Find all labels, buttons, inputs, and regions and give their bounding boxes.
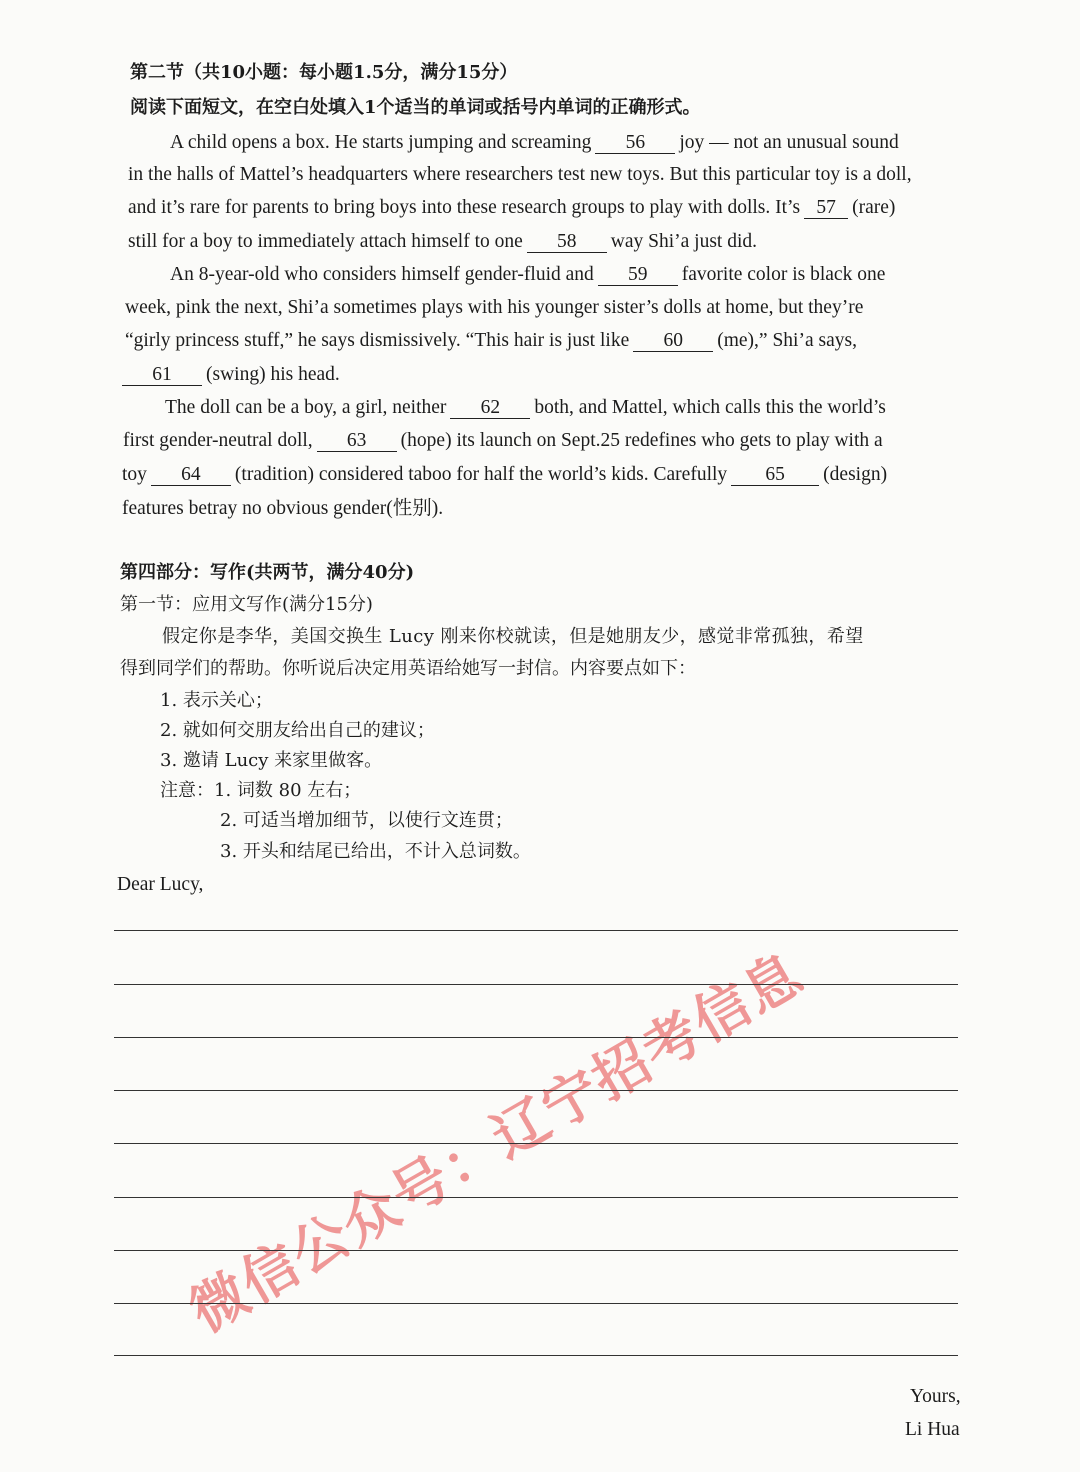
passage-text: (rare) — [852, 197, 896, 218]
task-point: 1. 表示关心； — [160, 690, 273, 711]
writing-line[interactable] — [114, 984, 958, 985]
writing-line[interactable] — [114, 1197, 958, 1198]
passage-text: (hope) its launch on Sept.25 redefines who gets to play with a — [400, 430, 883, 451]
passage-line: features betray no obvious gender(性别). — [122, 498, 444, 519]
task-paragraph: 假定你是李华，美国交换生 Lucy 刚来你校就读，但是她朋友少，感觉非常孤独，希望 — [162, 626, 864, 647]
passage-text: A child opens a box. He starts jumping and screaming — [170, 132, 592, 153]
passage-line — [170, 262, 885, 288]
passage-line — [128, 195, 895, 221]
note-item: 3. 开头和结尾已给出，不计入总词数。 — [220, 841, 531, 862]
writing-line[interactable] — [114, 1250, 958, 1251]
watermark: 微信公众号：辽宁招考信息 — [179, 941, 815, 1346]
passage-text: (me),” Shi’a says, — [717, 330, 857, 351]
note-item: 2. 可适当增加细节，以使行文连贯； — [220, 810, 513, 831]
blank-64[interactable]: 64 — [151, 465, 231, 486]
task-paragraph: 得到同学们的帮助。你听说后决定用英语给她写一封信。内容要点如下： — [120, 658, 696, 679]
blank-61[interactable]: 61 — [122, 365, 202, 386]
passage-text: still for a boy to immediately attach himself to one — [128, 231, 523, 252]
letter-signature: Li Hua — [905, 1419, 960, 1440]
blank-63[interactable]: 63 — [317, 431, 397, 452]
passage-text: first gender-neutral doll, — [123, 430, 313, 451]
blank-60[interactable]: 60 — [633, 331, 713, 352]
passage-line — [165, 395, 886, 421]
passage-line — [122, 462, 887, 488]
part4-header: 第四部分：写作(共两节，满分40分) — [120, 562, 415, 583]
passage-line: week, pink the next, Shi’a sometimes plays with his younger sister’s dolls at home, but they’re — [125, 297, 864, 318]
passage-text: An 8-year-old who considers himself gender-fluid and — [170, 264, 594, 285]
letter-greeting: Dear Lucy, — [117, 874, 204, 895]
writing-line[interactable] — [114, 1090, 958, 1091]
passage-line — [125, 328, 857, 354]
passage-line: in the halls of Mattel’s headquarters where researchers test new toys. But this particular toy is a doll, — [128, 164, 912, 185]
passage-text: joy — not an unusual sound — [679, 132, 899, 153]
passage-text: favorite color is black one — [681, 264, 886, 285]
passage-line — [122, 362, 340, 388]
passage-line — [170, 130, 899, 156]
blank-65[interactable]: 65 — [731, 465, 819, 486]
letter-closing: Yours, — [910, 1386, 961, 1407]
blank-57[interactable]: 57 — [804, 198, 848, 219]
instruction: 阅读下面短文，在空白处填入1个适当的单词或括号内单词的正确形式。 — [130, 97, 701, 118]
part4-subheader: 第一节：应用文写作(满分15分) — [120, 594, 373, 615]
passage-text: The doll can be a boy, a girl, neither — [165, 397, 447, 418]
passage-text: both, and Mattel, which calls this the world’s — [534, 397, 886, 418]
blank-58[interactable]: 58 — [527, 232, 607, 253]
passage-text: (design) — [823, 464, 888, 485]
blank-56[interactable]: 56 — [595, 133, 675, 154]
passage-text: (tradition) considered taboo for half the world’s kids. Carefully — [234, 464, 728, 485]
passage-line — [128, 229, 757, 255]
passage-line — [123, 428, 883, 454]
task-point: 3. 邀请 Lucy 来家里做客。 — [160, 750, 383, 771]
section-header: 第二节（共10小题：每小题1.5分，满分15分） — [130, 62, 518, 83]
passage-text: (swing) his head. — [206, 364, 340, 385]
notes-label: 注意：1. 词数 80 左右； — [160, 780, 362, 801]
passage-text: toy — [122, 464, 147, 485]
writing-line[interactable] — [114, 1303, 958, 1304]
passage-text: “girly princess stuff,” he says dismissively. “This hair is just like — [125, 330, 630, 351]
blank-62[interactable]: 62 — [450, 398, 530, 419]
passage-text: way Shi’a just did. — [610, 231, 758, 252]
blank-59[interactable]: 59 — [598, 265, 678, 286]
writing-line[interactable] — [114, 1037, 958, 1038]
passage-text: and it’s rare for parents to bring boys into these research groups to play with dolls. It’s — [128, 197, 801, 218]
writing-line[interactable] — [114, 930, 958, 931]
writing-line[interactable] — [114, 1355, 958, 1356]
task-point: 2. 就如何交朋友给出自己的建议； — [160, 720, 435, 741]
writing-line[interactable] — [114, 1143, 958, 1144]
